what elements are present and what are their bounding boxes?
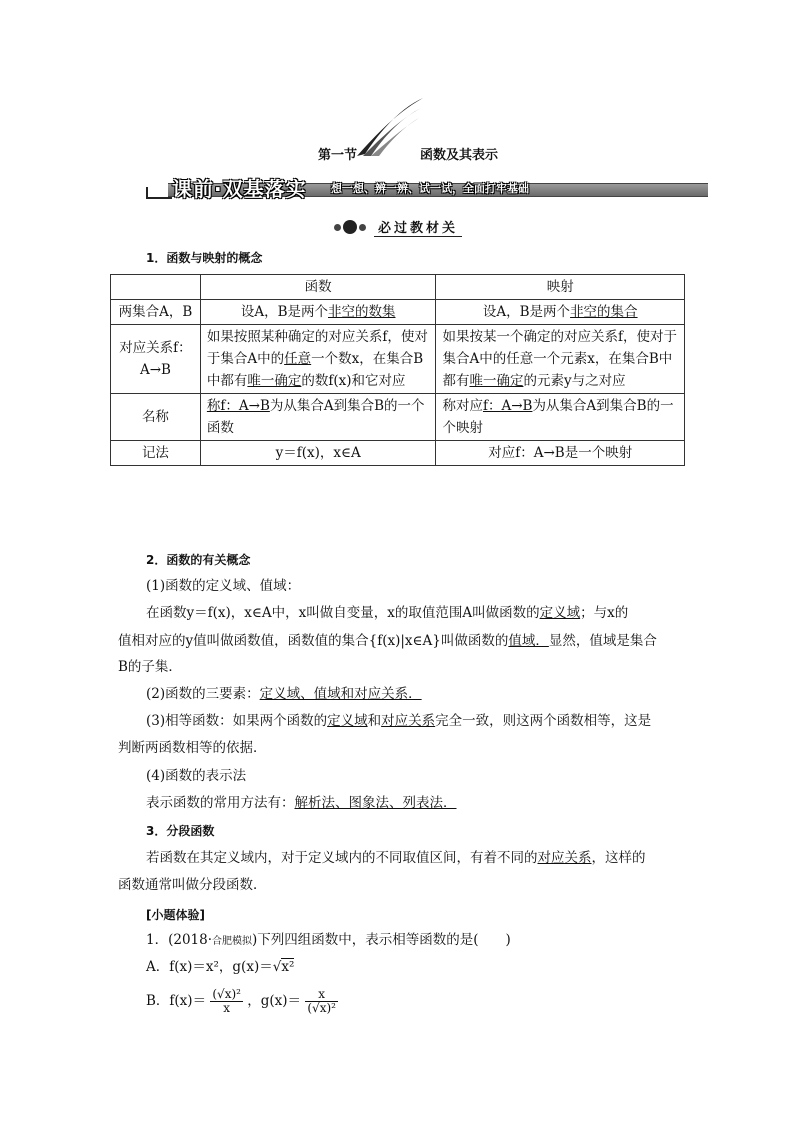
col-header-mapping: 映射 [436,275,685,300]
row-label: 两集合A，B [111,300,201,325]
paragraph: B的子集． [118,659,182,675]
swoosh-logo [355,96,425,158]
table-cell: 如果按某一个确定的对应关系f，使对于集合A中的任意一个元素x，在集合B中都有唯一确定的元素y与之对应 [436,325,685,394]
fraction: $\frac{x}{\text{(√x)²}}$ [307,987,336,1015]
question-source: 合肥模拟 [212,936,253,947]
subheading-representation: (4)函数的表示法 [146,768,247,784]
paragraph: 若函数在其定义域内，对于定义域内的不同取值区间，有着不同的对应关系，这样的 [146,850,646,866]
paragraph: 值相对应的y值叫做函数值，函数值的集合{f(x)|x∈A}叫做函数的值域．显然，值域是集合 [118,633,657,649]
table-cell: 称对应f：A→B为从集合A到集合B的一个映射 [436,394,685,441]
practice-label: [小题体验] [146,908,205,922]
table-cell: 对应f：A→B是一个映射 [436,441,685,466]
paragraph: 在函数y＝f(x)，x∈A中，x叫做自变量，x的取值范围A叫做函数的定义域；与x的 [146,605,629,621]
fraction: $\frac{\text{(√x)²}}{x}$ [212,987,241,1015]
table-cell: y＝f(x)，x∈A [200,441,436,466]
table-cell: 设A，B是两个非空的数集 [200,300,436,325]
table-row [111,325,685,394]
dot-icon [359,224,366,231]
paragraph: 表示函数的常用方法有：解析法、图象法、列表法． [146,795,457,811]
question-1: 1．(2018·合肥模拟)下列四组函数中，表示相等函数的是( ) [146,932,511,948]
table-row [111,441,685,466]
table-row [111,300,685,325]
subheading-domain-range: (1)函数的定义域、值域： [146,578,301,594]
dot-icon [343,220,357,234]
table-cell: 设A，B是两个非空的集合 [436,300,685,325]
section-banner [146,177,708,199]
concept-table [110,274,685,466]
paragraph: 判断两函数相等的依据． [118,740,267,756]
row-label: 名称 [111,394,201,441]
pass-badge [334,218,462,236]
heading-2: 2．函数的有关概念 [146,553,251,567]
table-cell: 称f：A→B为从集合A到集合B的一个函数 [200,394,436,441]
table-row [111,275,685,300]
paragraph: 函数通常叫做分段函数． [118,877,267,893]
section-title: 函数及其表示 [420,148,499,163]
col-header-function: 函数 [200,275,436,300]
heading-1: 1．函数与映射的概念 [146,251,263,265]
section-label: 第一节 [318,148,358,163]
heading-3: 3．分段函数 [146,824,215,838]
paragraph: (3)相等函数：如果两个函数的定义域和对应关系完全一致，则这两个函数相等，这是 [146,713,652,729]
row-label: 记法 [111,441,201,466]
badge-text: 必过教材关 [374,217,462,237]
option-a: A．f(x)＝x²，g(x)＝√x² [146,959,295,975]
banner-sub-text: 想一想、辨一辨、试一试，全面打牢基础 [331,182,529,195]
option-b: B．f(x)＝ $\frac{\text{(√x)²}}{x}$ ，g(x)＝ $\frac{x}{\text{(√x)²}}$ [146,987,336,1015]
banner-main-text: 课前·双基落实 [172,177,307,201]
dot-icon [334,224,341,231]
row-label: 对应关系f： A→B [111,325,201,394]
table-row [111,394,685,441]
table-cell: 如果按照某种确定的对应关系f，使对于集合A中的任意一个数x，在集合B中都有唯一确定的数f(x)和它对应 [200,325,436,394]
paragraph: (2)函数的三要素：定义域、值域和对应关系． [146,686,422,702]
